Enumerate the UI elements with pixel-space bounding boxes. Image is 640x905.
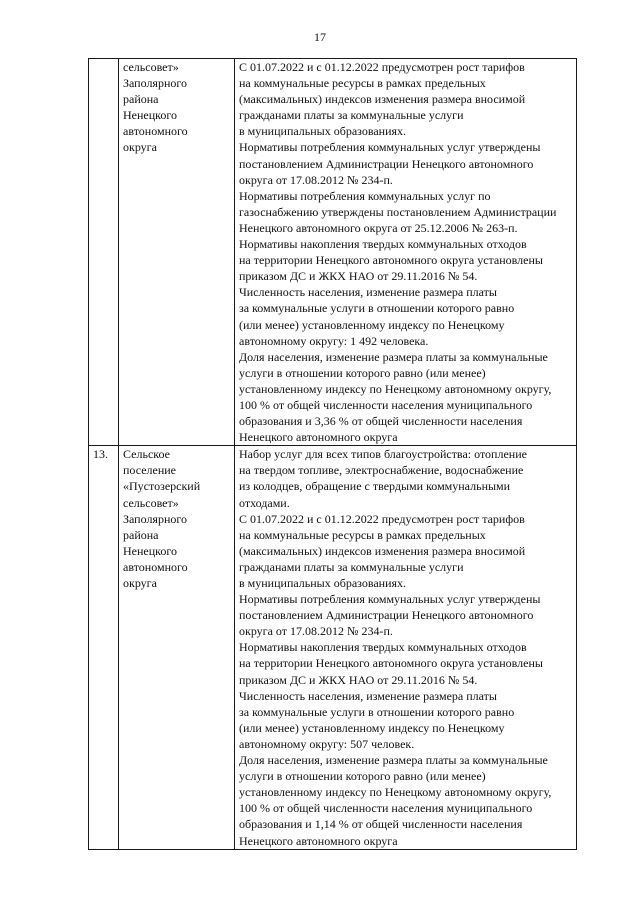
description-line: в муниципальных образованиях. <box>239 124 407 139</box>
municipality-name-line: «Пустозерский <box>123 479 201 494</box>
description-line: (или менее) установленному индексу по Ненецкому <box>239 720 505 735</box>
description-line: образования и 1,14 % от общей численности населения <box>239 817 523 832</box>
row-number-cell <box>89 59 119 446</box>
description-line: Доля населения, изменение размера платы за коммунальные <box>239 349 548 364</box>
municipality-name-line: района <box>123 527 159 542</box>
description-line: на территории Ненецкого автономного округа установлены <box>239 656 543 671</box>
description-line: Ненецкого автономного округа <box>239 430 398 445</box>
description-line: Нормативы потребления коммунальных услуг утверждены <box>239 140 541 155</box>
description-line: Доля населения, изменение размера платы за коммунальные <box>239 753 548 768</box>
municipality-name-line: района <box>123 92 159 107</box>
description-line: округа от 17.08.2012 № 234-п. <box>239 624 393 639</box>
municipal-tariff-table <box>88 58 577 850</box>
description-line: автономному округу: 1 492 человека. <box>239 333 429 348</box>
description-line: постановлением Администрации Ненецкого автономного <box>239 608 534 623</box>
page-number: 17 <box>314 30 326 44</box>
table-body <box>89 59 577 850</box>
description-line: приказом ДС и ЖКХ НАО от 29.11.2016 № 54. <box>239 269 478 284</box>
description-line: газоснабжению утверждены постановлением Администрации <box>239 204 557 219</box>
description-line: 100 % от общей численности населения муниципального <box>239 801 533 816</box>
description-line: на территории Ненецкого автономного округа установлены <box>239 253 543 268</box>
description-line: Нормативы потребления коммунальных услуг утверждены <box>239 592 541 607</box>
description-line: услуги в отношении которого равно (или менее) <box>239 365 486 380</box>
description-line: автономному округу: 507 человек. <box>239 736 415 751</box>
municipality-name-line: автономного <box>123 559 188 574</box>
description-line: (максимальных) индексов изменения размера вносимой <box>239 92 526 107</box>
description-line: отходами. <box>239 495 290 510</box>
description-line: в муниципальных образованиях. <box>239 576 407 590</box>
municipality-name-line: сельсовет» <box>123 60 179 74</box>
description-line: 100 % от общей численности населения муниципального <box>239 397 533 412</box>
description-line: за коммунальные услуги в отношении которого равно <box>239 301 515 316</box>
description-line: (или менее) установленному индексу по Ненецкому <box>239 317 505 332</box>
table-row <box>89 446 577 849</box>
municipality-name-cell <box>119 59 235 446</box>
municipality-name-line: автономного <box>123 124 188 139</box>
description-cell <box>235 446 577 849</box>
description-line: гражданами платы за коммунальные услуги <box>239 108 464 123</box>
municipality-name-line: округа <box>123 576 157 590</box>
municipality-name-line: Ненецкого <box>123 108 178 123</box>
municipality-name-line: Ненецкого <box>123 543 178 558</box>
description-line: на коммунальные ресурсы в рамках предельных <box>239 527 486 542</box>
municipality-name-line: сельсовет» <box>123 495 179 510</box>
description-line: Набор услуг для всех типов благоустройства: отопление <box>239 447 527 462</box>
description-cell <box>235 59 577 446</box>
municipality-name-line: Сельское <box>123 447 170 462</box>
description-line: приказом ДС и ЖКХ НАО от 29.11.2016 № 54. <box>239 672 478 687</box>
description-line: С 01.07.2022 и с 01.12.2022 предусмотрен рост тарифов <box>239 60 525 74</box>
municipality-name-line: поселение <box>123 463 177 478</box>
description-line: Нормативы накопления твердых коммунальных отходов <box>239 237 527 252</box>
description-line: Численность населения, изменение размера платы <box>239 688 497 703</box>
description-line: Ненецкого автономного округа <box>239 833 398 848</box>
description-line: за коммунальные услуги в отношении которого равно <box>239 704 515 719</box>
row-number-cell: 13. <box>89 446 119 849</box>
table-row <box>89 59 577 446</box>
description-line: Нормативы потребления коммунальных услуг по <box>239 188 491 203</box>
description-line: гражданами платы за коммунальные услуги <box>239 559 464 574</box>
description-line: на коммунальные ресурсы в рамках предельных <box>239 76 486 91</box>
municipality-name-cell <box>119 446 235 849</box>
description-line: из колодцев, обращение с твердыми коммунальными <box>239 479 511 494</box>
description-line: образования и 3,36 % от общей численности населения <box>239 414 523 429</box>
description-line: Численность населения, изменение размера платы <box>239 285 497 300</box>
description-line: С 01.07.2022 и с 01.12.2022 предусмотрен рост тарифов <box>239 511 525 526</box>
description-line: постановлением Администрации Ненецкого автономного <box>239 156 534 171</box>
description-line: услуги в отношении которого равно (или менее) <box>239 769 486 784</box>
municipality-name-line: Заполярного <box>123 76 187 91</box>
municipality-name-line: Заполярного <box>123 511 187 526</box>
description-line: Нормативы накопления твердых коммунальных отходов <box>239 640 527 655</box>
description-line: округа от 17.08.2012 № 234-п. <box>239 172 393 187</box>
description-line: на твердом топливе, электроснабжение, водоснабжение <box>239 463 524 478</box>
description-line: Ненецкого автономного округа от 25.12.2006 № 263-п. <box>239 220 518 235</box>
description-line: (максимальных) индексов изменения размера вносимой <box>239 543 526 558</box>
municipality-name-line: округа <box>123 140 157 155</box>
description-line: установленному индексу по Ненецкому автономному округу, <box>239 785 552 800</box>
description-line: установленному индексу по Ненецкому автономному округу, <box>239 381 552 396</box>
